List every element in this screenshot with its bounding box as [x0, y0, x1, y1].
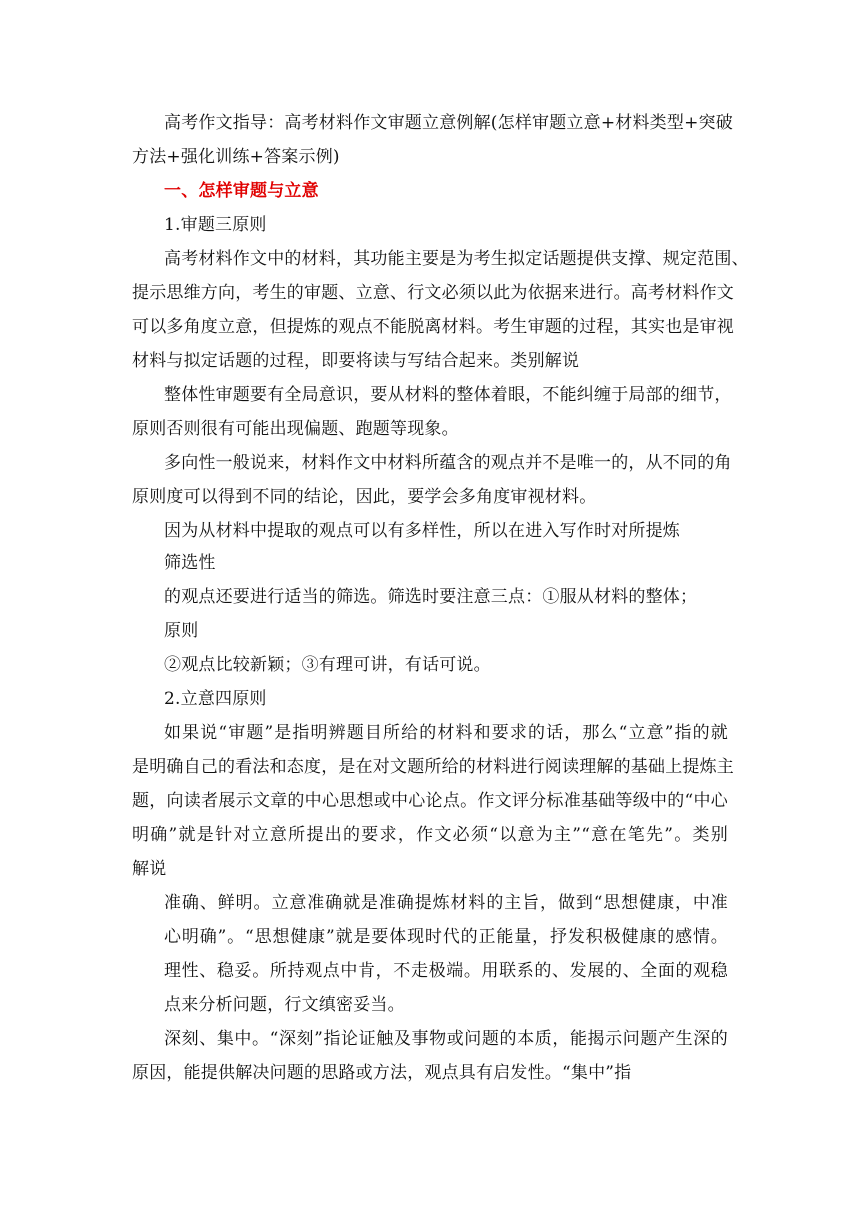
document-title-line-2: 方法+强化训练+答案示例) [132, 147, 340, 167]
subsection-heading: 2.立意四原则 [164, 689, 267, 709]
paragraph-line: 心明确”。“思想健康”就是要体现时代的正能量，抒发积极健康的感情。 [164, 927, 728, 947]
paragraph-line: 原则否则很有可能出现偏题、跑题等现象。 [132, 419, 459, 439]
paragraph-line: 多向性一般说来，材料作文中材料所蕴含的观点并不是唯一的，从不同的角 [164, 453, 732, 473]
paragraph-line: 准确、鲜明。立意准确就是准确提炼材料的主旨，做到“思想健康，中准 [164, 893, 728, 913]
paragraph-line: 筛选性 [164, 553, 216, 573]
section-heading: 一、怎样审题与立意 [164, 181, 319, 201]
document-title-line-1: 高考作文指导：高考材料作文审题立意例解(怎样审题立意+材料类型+突破 [164, 113, 733, 133]
paragraph-line: ②观点比较新颖；③有理可讲，有话可说。 [164, 655, 491, 675]
paragraph-line: 原因，能提供解决问题的思路或方法，观点具有启发性。“集中”指 [132, 1063, 632, 1083]
paragraph-line: 提示思维方向，考生的审题、立意、行文必须以此为依据来进行。高考材料作文 [132, 283, 734, 303]
paragraph-line: 材料与拟定话题的过程，即要将读与写结合起来。类别解说 [132, 351, 580, 371]
paragraph-line: 整体性审题要有全局意识，要从材料的整体着眼，不能纠缠于局部的细节， [164, 385, 732, 405]
subsection-heading: 1.审题三原则 [164, 215, 267, 235]
paragraph-line: 解说 [132, 859, 167, 879]
paragraph-line: 理性、稳妥。所持观点中肯，不走极端。用联系的、发展的、全面的观稳 [164, 961, 728, 981]
paragraph-line: 深刻、集中。“深刻”指论证触及事物或问题的本质，能揭示问题产生深的 [164, 1029, 728, 1049]
paragraph-line: 明确”就是针对立意所提出的要求，作文必须“以意为主”“意在笔先”。类别 [132, 825, 728, 845]
paragraph-line: 原则度可以得到不同的结论，因此，要学会多角度审视材料。 [132, 487, 597, 507]
paragraph-line: 原则 [164, 621, 199, 641]
paragraph-line: 可以多角度立意，但提炼的观点不能脱离材料。考生审题的过程，其实也是审视 [132, 317, 734, 337]
paragraph-line: 是明确自己的看法和态度，是在对文题所给的材料进行阅读理解的基础上提炼主 [132, 757, 734, 777]
paragraph-line: 因为从材料中提取的观点可以有多样性，所以在进入写作时对所提炼 [164, 521, 680, 541]
paragraph-line: 的观点还要进行适当的筛选。筛选时要注意三点：①服从材料的整体； [164, 587, 698, 607]
paragraph-line: 题，向读者展示文章的中心思想或中心论点。作文评分标准基础等级中的“中心 [132, 791, 728, 811]
paragraph-line: 点来分析问题，行文缜密妥当。 [164, 995, 405, 1015]
paragraph-line: 高考材料作文中的材料，其功能主要是为考生拟定话题提供支撑、规定范围、 [164, 249, 749, 269]
paragraph-line: 如果说“审题”是指明辨题目所给的材料和要求的话，那么“立意”指的就 [164, 723, 728, 743]
